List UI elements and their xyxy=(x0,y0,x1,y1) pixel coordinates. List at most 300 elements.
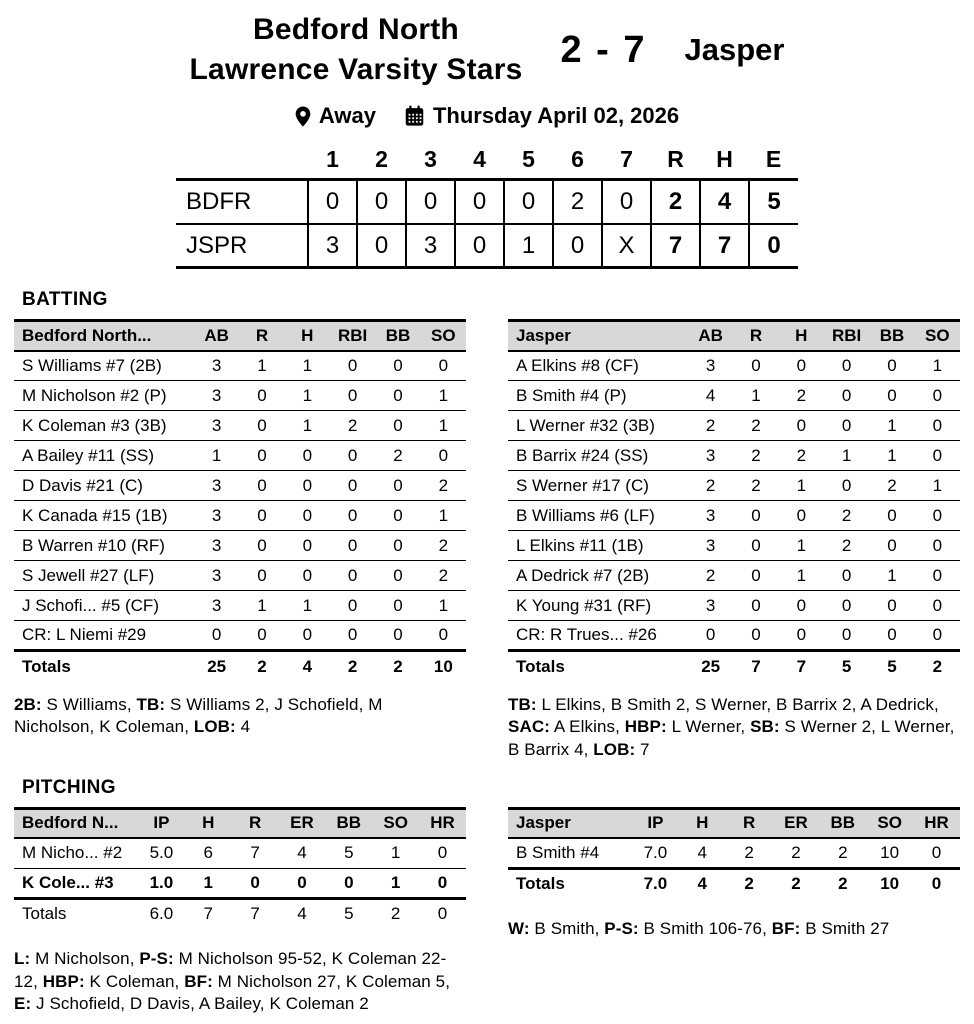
stat-cell: 7 xyxy=(651,224,700,268)
stat-cell: 4 xyxy=(700,180,749,224)
er-header: ER xyxy=(290,813,314,833)
stat-cell: 2 xyxy=(791,842,801,862)
team-column-header: Jasper xyxy=(516,326,571,346)
table-row xyxy=(14,868,466,898)
stat-cell: 0 xyxy=(437,903,448,923)
row-name: JSPR xyxy=(186,231,248,259)
stat-cell: 0 xyxy=(796,505,807,525)
stat-cell: 0 xyxy=(931,873,942,893)
r-header: R xyxy=(248,813,262,833)
stat-cell: 0 xyxy=(504,180,553,224)
ip-header: IP xyxy=(647,813,664,833)
rbi-header: RBI xyxy=(338,326,368,346)
stat-cell: 5 xyxy=(887,656,897,676)
stat-cell: 0 xyxy=(751,535,761,555)
team-column-header: Bedford N... xyxy=(22,813,119,833)
table-row xyxy=(14,351,466,381)
stat-cell: 1 xyxy=(302,385,313,405)
row-name: M Nicho... #2 xyxy=(22,843,123,863)
row-name: A Elkins #8 (CF) xyxy=(516,356,639,376)
table-row xyxy=(14,838,466,868)
stat-cell: 3 xyxy=(211,505,222,525)
table-row xyxy=(14,381,466,411)
home-pitching-header xyxy=(14,808,466,838)
table-row xyxy=(14,501,466,531)
stat-cell: 0 xyxy=(393,505,403,525)
stat-cell: 0 xyxy=(347,356,358,376)
stat-cell: 0 xyxy=(347,475,358,495)
stat-cell: 0 xyxy=(393,565,403,585)
h-header: H xyxy=(301,326,314,346)
stat-cell: 1 xyxy=(841,445,852,465)
stat-cell: 1 xyxy=(390,843,401,863)
away-batting-table xyxy=(508,319,960,681)
stat-cell: 0 xyxy=(749,224,798,268)
inning-header: 2 xyxy=(375,146,388,173)
home-batting-column xyxy=(14,319,466,739)
stat-cell: 1 xyxy=(390,872,401,892)
h-header: H xyxy=(795,326,808,346)
table-row xyxy=(508,471,960,501)
stat-cell: 0 xyxy=(887,535,897,555)
stat-cell: 0 xyxy=(751,565,761,585)
stat-cell: 1 xyxy=(438,415,449,435)
stat-cell: 0 xyxy=(932,415,943,435)
away-team-name: Jasper xyxy=(684,32,785,68)
bb-header: BB xyxy=(830,813,856,833)
stat-cell: 1 xyxy=(211,445,222,465)
stat-cell: 1 xyxy=(796,535,807,555)
er-header: ER xyxy=(784,813,808,833)
batting-section-title: BATTING xyxy=(22,289,108,311)
stat-cell: 1 xyxy=(438,595,449,615)
stat-cell: X xyxy=(602,224,651,268)
stat-cell: 0 xyxy=(257,565,267,585)
stat-cell: 3 xyxy=(705,505,716,525)
stat-cell: 0 xyxy=(393,535,403,555)
table-row xyxy=(14,441,466,471)
venue-item xyxy=(295,103,376,129)
row-name: B Barrix #24 (SS) xyxy=(516,445,649,465)
home-pitching-body xyxy=(14,838,466,928)
stat-cell: 1 xyxy=(438,385,449,405)
stat-cell: 3 xyxy=(406,224,455,268)
stat-cell: 3 xyxy=(211,595,222,615)
stat-cell: 3 xyxy=(211,535,222,555)
table-row xyxy=(14,531,466,561)
stat-cell: 0 xyxy=(932,565,943,585)
inning-header: 6 xyxy=(571,146,584,173)
away-pitching-table xyxy=(508,807,960,899)
stat-cell: 0 xyxy=(887,625,897,645)
stat-cell: 2 xyxy=(438,565,449,585)
away-pitching-column xyxy=(508,807,960,941)
row-name: Totals xyxy=(22,903,67,923)
stat-cell: 3 xyxy=(308,224,357,268)
stat-cell: 5 xyxy=(841,656,852,676)
stat-cell: 4 xyxy=(705,385,716,405)
h-header: H xyxy=(696,813,709,833)
stat-cell: 2 xyxy=(751,475,761,495)
game-info-line xyxy=(0,103,974,129)
stat-cell: 0 xyxy=(257,475,267,495)
stat-cell: 0 xyxy=(437,843,448,863)
stat-cell: 1 xyxy=(887,415,897,435)
stat-cell: 0 xyxy=(347,505,358,525)
date-label: Thursday April 02, 2026 xyxy=(432,103,680,129)
stat-cell: 0 xyxy=(602,180,651,224)
stat-cell: 1 xyxy=(257,595,267,615)
row-name: K Cole... #3 xyxy=(22,872,114,892)
table-row xyxy=(14,621,466,651)
stat-cell: 0 xyxy=(347,445,358,465)
stat-cell: 0 xyxy=(931,842,942,862)
row-name: K Canada #15 (1B) xyxy=(22,505,168,525)
stat-cell: 0 xyxy=(887,505,897,525)
stat-cell: 0 xyxy=(347,535,358,555)
stat-cell: 1 xyxy=(796,475,807,495)
home-pitching-column xyxy=(14,807,466,1016)
team-column-header: Bedford North... xyxy=(22,326,152,346)
stat-cell: 25 xyxy=(207,656,227,676)
game-header xyxy=(0,0,974,90)
stat-cell: 3 xyxy=(705,445,716,465)
stat-cell: 0 xyxy=(357,224,406,268)
r-header: R xyxy=(255,326,269,346)
stat-cell: 2 xyxy=(705,415,716,435)
stat-cell: 2 xyxy=(393,656,403,676)
table-row xyxy=(508,501,960,531)
stat-cell: 0 xyxy=(347,625,358,645)
row-name: A Bailey #11 (SS) xyxy=(22,445,154,465)
stat-cell: 3 xyxy=(705,356,716,376)
bb-header: BB xyxy=(336,813,362,833)
stat-cell: 6 xyxy=(203,843,213,863)
stat-cell: 2 xyxy=(744,842,754,862)
inning-header: 1 xyxy=(326,146,339,173)
stat-cell: 7 xyxy=(751,656,761,676)
stat-cell: 0 xyxy=(887,595,897,615)
stat-cell: 3 xyxy=(705,535,716,555)
stat-cell: 2 xyxy=(257,656,267,676)
row-name: B Smith #4 (P) xyxy=(516,385,627,405)
table-row xyxy=(176,180,798,224)
stat-cell: 3 xyxy=(211,565,222,585)
row-name: J Schofi... #5 (CF) xyxy=(22,595,159,615)
stat-cell: 0 xyxy=(932,625,943,645)
table-row xyxy=(508,838,960,868)
stat-cell: 7 xyxy=(700,224,749,268)
so-header: SO xyxy=(877,813,902,833)
stat-cell: 0 xyxy=(257,445,267,465)
stat-cell: 0 xyxy=(751,505,761,525)
pitching-section xyxy=(0,777,974,1016)
so-header: SO xyxy=(431,326,456,346)
stat-cell: 2 xyxy=(390,903,401,923)
stat-cell: 0 xyxy=(841,595,852,615)
stat-cell: 0 xyxy=(887,385,897,405)
home-team-line1: Bedford North xyxy=(253,13,459,46)
linescore-body xyxy=(176,180,798,268)
stat-cell: 0 xyxy=(302,475,313,495)
stat-cell: 7.0 xyxy=(643,873,668,893)
stat-cell: 0 xyxy=(796,356,807,376)
batting-section xyxy=(0,289,974,761)
table-row xyxy=(508,561,960,591)
rbi-header: RBI xyxy=(832,326,862,346)
table-row xyxy=(14,471,466,501)
stat-cell: 0 xyxy=(932,535,943,555)
stat-cell: 4 xyxy=(297,843,307,863)
stat-cell: 1 xyxy=(302,356,313,376)
stat-cell: 0 xyxy=(393,356,403,376)
stat-cell: 0 xyxy=(438,356,449,376)
stat-cell: 5.0 xyxy=(149,843,174,863)
row-name: S Williams #7 (2B) xyxy=(22,356,162,376)
stat-cell: 0 xyxy=(437,872,448,892)
away-batting-header xyxy=(508,321,960,351)
stat-cell: 0 xyxy=(406,180,455,224)
stat-cell: 0 xyxy=(841,356,852,376)
bb-header: BB xyxy=(385,326,411,346)
totals-row xyxy=(14,651,466,681)
stat-cell: 0 xyxy=(932,445,943,465)
stat-cell: 0 xyxy=(347,595,358,615)
r-header: R xyxy=(742,813,756,833)
stat-cell: 0 xyxy=(393,475,403,495)
away-batting-body xyxy=(508,351,960,681)
stat-cell: 2 xyxy=(393,445,403,465)
hr-header: HR xyxy=(430,813,455,833)
table-row xyxy=(508,531,960,561)
stat-cell: 0 xyxy=(751,625,761,645)
stat-cell: 4 xyxy=(697,873,707,893)
stat-cell: 2 xyxy=(553,180,602,224)
inning-header: 4 xyxy=(473,146,486,173)
stat-cell: 3 xyxy=(211,356,222,376)
linescore-table xyxy=(176,146,798,269)
stat-cell: 0 xyxy=(553,224,602,268)
stat-cell: 0 xyxy=(455,180,504,224)
home-pitching-notes: L: M Nicholson, P-S: M Nicholson 95-52, K Coleman 22-12, HBP: K Coleman, BF: M Nicholson 27, K Coleman 5, E: J Schofield, D Davis, A Bailey, K Coleman 2 xyxy=(14,949,451,1014)
away-pitching-notes: W: B Smith, P-S: B Smith 106-76, BF: B Smith 27 xyxy=(508,919,890,939)
stat-cell: 0 xyxy=(796,595,807,615)
linescore-header xyxy=(176,146,798,180)
stat-cell: 0 xyxy=(887,356,897,376)
stat-cell: 0 xyxy=(302,445,313,465)
stat-cell: 7 xyxy=(796,656,807,676)
home-team-name xyxy=(190,10,523,90)
stat-cell: 3 xyxy=(211,415,222,435)
table-row xyxy=(508,351,960,381)
stat-cell: 2 xyxy=(347,656,358,676)
stat-cell: 3 xyxy=(705,595,716,615)
stat-cell: 0 xyxy=(257,385,267,405)
stat-cell: 0 xyxy=(250,872,260,892)
errors-header: E xyxy=(765,146,782,173)
stat-cell: 0 xyxy=(932,595,943,615)
stat-cell: 10 xyxy=(433,656,453,676)
away-pitching-body xyxy=(508,838,960,898)
game-score: 2 - 7 xyxy=(560,28,647,71)
stat-cell: 0 xyxy=(257,535,267,555)
row-name: A Dedrick #7 (2B) xyxy=(516,565,650,585)
linescore-team-column-header xyxy=(176,146,308,180)
home-batting-table xyxy=(14,319,466,681)
stat-cell: 2 xyxy=(705,565,716,585)
stat-cell: 0 xyxy=(302,535,313,555)
venue-label: Away xyxy=(318,103,376,129)
row-name: CR: R Trues... #26 xyxy=(516,625,657,645)
row-name: S Jewell #27 (LF) xyxy=(22,565,155,585)
stat-cell: 0 xyxy=(751,356,761,376)
hr-header: HR xyxy=(924,813,949,833)
stat-cell: 1 xyxy=(887,445,897,465)
stat-cell: 0 xyxy=(438,445,449,465)
table-row xyxy=(176,224,798,268)
pitching-section-title: PITCHING xyxy=(22,776,116,798)
stat-cell: 2 xyxy=(887,475,897,495)
stat-cell: 0 xyxy=(297,872,307,892)
hits-header: H xyxy=(716,146,733,173)
stat-cell: 1 xyxy=(257,356,267,376)
stat-cell: 1.0 xyxy=(149,872,174,892)
totals-row xyxy=(508,651,960,681)
away-pitching-header xyxy=(508,808,960,838)
stat-cell: 2 xyxy=(347,415,358,435)
stat-cell: 2 xyxy=(796,445,807,465)
totals-row xyxy=(14,898,466,928)
stat-cell: 0 xyxy=(257,625,267,645)
stat-cell: 2 xyxy=(841,535,852,555)
inning-header: 5 xyxy=(522,146,535,173)
home-team-line2: Lawrence Varsity Stars xyxy=(189,53,523,87)
row-name: L Werner #32 (3B) xyxy=(516,415,655,435)
stat-cell: 0 xyxy=(796,415,807,435)
stat-cell: 7 xyxy=(250,903,260,923)
stat-cell: 1 xyxy=(932,356,943,376)
calendar-icon xyxy=(404,105,425,127)
stat-cell: 2 xyxy=(751,415,761,435)
stat-cell: 0 xyxy=(796,625,807,645)
so-header: SO xyxy=(383,813,408,833)
stat-cell: 2 xyxy=(796,385,807,405)
stat-cell: 1 xyxy=(887,565,897,585)
stat-cell: 0 xyxy=(257,505,267,525)
stat-cell: 1 xyxy=(302,595,313,615)
stat-cell: 4 xyxy=(697,842,707,862)
stat-cell: 0 xyxy=(393,385,403,405)
home-batting-header xyxy=(14,321,466,351)
stat-cell: 4 xyxy=(297,903,307,923)
table-row xyxy=(508,591,960,621)
stat-cell: 0 xyxy=(257,415,267,435)
row-name: Totals xyxy=(516,873,565,893)
table-row xyxy=(508,441,960,471)
stat-cell: 25 xyxy=(701,656,721,676)
ab-header: AB xyxy=(698,326,723,346)
inning-header: 3 xyxy=(424,146,437,173)
stat-cell: 0 xyxy=(393,595,403,615)
stat-cell: 2 xyxy=(705,475,716,495)
stat-cell: 1 xyxy=(751,385,761,405)
stat-cell: 0 xyxy=(357,180,406,224)
table-row xyxy=(14,561,466,591)
stat-cell: 0 xyxy=(932,385,943,405)
stat-cell: 5 xyxy=(344,903,354,923)
bb-header: BB xyxy=(879,326,905,346)
away-batting-column xyxy=(508,319,960,761)
stat-cell: 2 xyxy=(791,873,801,893)
stat-cell: 3 xyxy=(211,475,222,495)
row-name: D Davis #21 (C) xyxy=(22,475,143,495)
stat-cell: 1 xyxy=(302,415,313,435)
table-row xyxy=(508,621,960,651)
stat-cell: 1 xyxy=(203,872,213,892)
row-name: B Williams #6 (LF) xyxy=(516,505,655,525)
table-row xyxy=(508,381,960,411)
stat-cell: 0 xyxy=(841,565,852,585)
table-row xyxy=(508,411,960,441)
stat-cell: 0 xyxy=(841,415,852,435)
totals-row xyxy=(508,868,960,898)
stat-cell: 6.0 xyxy=(149,903,174,923)
stat-cell: 1 xyxy=(932,475,943,495)
stat-cell: 5 xyxy=(749,180,798,224)
runs-header: R xyxy=(667,146,684,173)
stat-cell: 0 xyxy=(211,625,222,645)
location-pin-icon xyxy=(295,106,311,127)
stat-cell: 7.0 xyxy=(643,842,668,862)
team-column-header: Jasper xyxy=(516,813,571,833)
stat-cell: 0 xyxy=(347,565,358,585)
stat-cell: 2 xyxy=(841,505,852,525)
stat-cell: 0 xyxy=(841,385,852,405)
stat-cell: 2 xyxy=(438,475,449,495)
stat-cell: 7 xyxy=(250,843,260,863)
row-name: L Elkins #11 (1B) xyxy=(516,535,644,555)
row-name: Totals xyxy=(516,656,565,676)
stat-cell: 1 xyxy=(438,505,449,525)
stat-cell: 7 xyxy=(203,903,213,923)
row-name: K Coleman #3 (3B) xyxy=(22,415,167,435)
stat-cell: 2 xyxy=(751,445,761,465)
row-name: CR: L Niemi #29 xyxy=(22,625,147,645)
stat-cell: 2 xyxy=(438,535,449,555)
stat-cell: 1 xyxy=(796,565,807,585)
inning-header: 7 xyxy=(620,146,633,173)
home-batting-body xyxy=(14,351,466,681)
row-name: M Nicholson #2 (P) xyxy=(22,385,167,405)
stat-cell: 0 xyxy=(393,415,403,435)
stat-cell: 2 xyxy=(838,873,848,893)
home-batting-notes: 2B: S Williams, TB: S Williams 2, J Schofield, M Nicholson, K Coleman, LOB: 4 xyxy=(14,694,383,737)
stat-cell: 0 xyxy=(302,625,313,645)
row-name: Totals xyxy=(22,656,71,676)
stat-cell: 2 xyxy=(651,180,700,224)
h-header: H xyxy=(202,813,215,833)
stat-cell: 4 xyxy=(302,656,313,676)
stat-cell: 0 xyxy=(751,595,761,615)
date-item xyxy=(404,103,679,129)
so-header: SO xyxy=(925,326,950,346)
stat-cell: 0 xyxy=(932,505,943,525)
row-name: K Young #31 (RF) xyxy=(516,595,652,615)
away-batting-notes: TB: L Elkins, B Smith 2, S Werner, B Barrix 2, A Dedrick, SAC: A Elkins, HBP: L Werner, SB: S Werner 2, L Werner, B Barrix 4, LOB: 7 xyxy=(508,694,955,760)
r-header: R xyxy=(749,326,763,346)
row-name: S Werner #17 (C) xyxy=(516,475,649,495)
stat-cell: 2 xyxy=(744,873,754,893)
